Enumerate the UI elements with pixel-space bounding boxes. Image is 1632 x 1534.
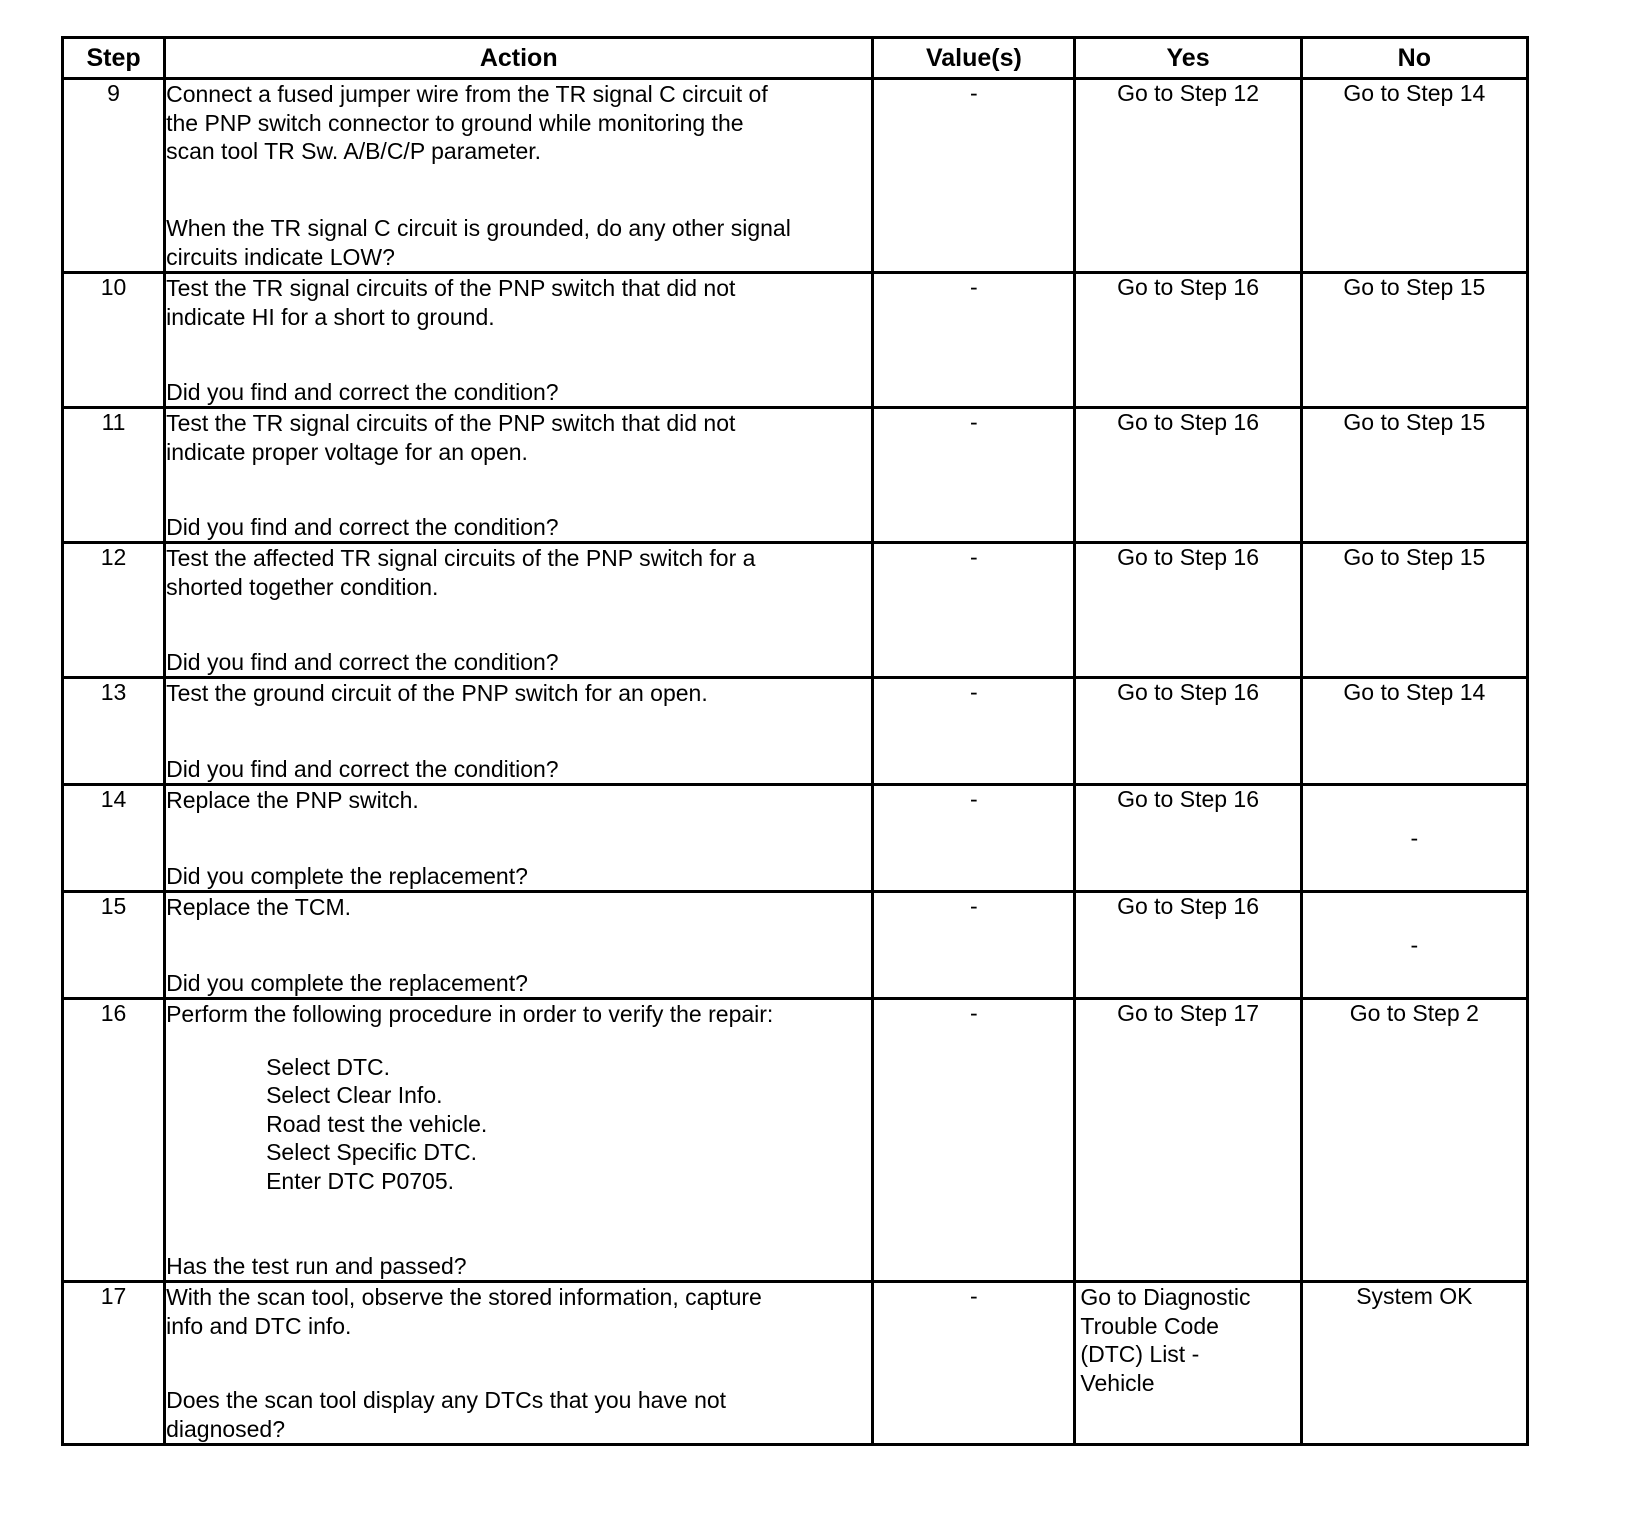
action-instruction [166, 80, 871, 166]
table-row [63, 79, 1528, 273]
action-cell [165, 892, 873, 999]
question-line: Did you find and correct the condition? [166, 648, 559, 675]
action-cell [165, 785, 873, 892]
action-instruction [166, 679, 871, 708]
action-cell [165, 1282, 873, 1445]
yes-cell: Go to Step 12 [1075, 79, 1301, 273]
action-question [166, 648, 871, 677]
action-content [166, 409, 871, 541]
no-cell: System OK [1301, 1282, 1527, 1445]
yes-line: Vehicle [1080, 1369, 1155, 1396]
header-no: No [1301, 38, 1527, 79]
step-number: 16 [63, 999, 165, 1282]
table-row [63, 543, 1528, 678]
action-question [166, 755, 871, 784]
action-line: Test the ground circuit of the PNP switch for an open. [166, 680, 708, 706]
action-cell [165, 79, 873, 273]
yes-cell: Go to Step 17 [1075, 999, 1301, 1282]
yes-line: Go to Diagnostic [1080, 1284, 1251, 1310]
procedure-item: Select Clear Info. [266, 1082, 443, 1108]
value-cell: - [873, 408, 1075, 543]
step-number: 9 [63, 79, 165, 273]
action-line: Test the affected TR signal circuits of the PNP switch for a [166, 545, 756, 571]
no-cell: Go to Step 2 [1301, 999, 1527, 1282]
question-line: Did you complete the replacement? [166, 969, 528, 996]
step-number: 12 [63, 543, 165, 678]
table-row [63, 999, 1528, 1282]
action-question [166, 1386, 871, 1443]
step-number: 15 [63, 892, 165, 999]
table-row [63, 1282, 1528, 1445]
step-number: 13 [63, 678, 165, 785]
action-line: Replace the TCM. [166, 894, 352, 920]
no-cell: Go to Step 14 [1301, 678, 1527, 785]
action-question [166, 513, 871, 542]
action-instruction [166, 1283, 871, 1340]
table-row [63, 678, 1528, 785]
action-instruction [166, 786, 871, 815]
question-line: Did you find and correct the condition? [166, 755, 559, 782]
action-cell [165, 543, 873, 678]
action-cell [165, 273, 873, 408]
diagnostic-table [61, 36, 1529, 1446]
action-instruction [166, 893, 871, 922]
no-cell: Go to Step 15 [1301, 408, 1527, 543]
value-cell: - [873, 543, 1075, 678]
table-body [63, 79, 1528, 1445]
header-row [63, 38, 1528, 79]
action-line: indicate proper voltage for an open. [166, 438, 528, 465]
value-cell: - [873, 273, 1075, 408]
action-question [166, 1252, 871, 1281]
action-cell [165, 999, 873, 1282]
action-line: scan tool TR Sw. A/B/C/P parameter. [166, 138, 542, 164]
procedure-item: Select Specific DTC. [266, 1139, 477, 1165]
action-instruction [166, 274, 871, 331]
action-line: the PNP switch connector to ground while monitoring the [166, 109, 744, 136]
table-row [63, 408, 1528, 543]
value-cell: - [873, 785, 1075, 892]
yes-cell: Go to Step 16 [1075, 785, 1301, 892]
header-action: Action [165, 38, 873, 79]
value-cell: - [873, 678, 1075, 785]
header-values: Value(s) [873, 38, 1075, 79]
question-line: Did you complete the replacement? [166, 862, 528, 889]
yes-line: (DTC) List - [1080, 1341, 1200, 1367]
value-cell: - [873, 892, 1075, 999]
step-number: 14 [63, 785, 165, 892]
value-cell: - [873, 1282, 1075, 1445]
action-cell [165, 678, 873, 785]
yes-cell: Go to Step 16 [1075, 892, 1301, 999]
action-line: info and DTC info. [166, 1312, 352, 1339]
yes-cell: Go to Step 16 [1075, 543, 1301, 678]
question-line: Did you find and correct the condition? [166, 378, 559, 405]
yes-cell [1075, 1282, 1301, 1445]
action-content [166, 80, 871, 271]
yes-cell: Go to Step 16 [1075, 408, 1301, 543]
yes-line: Trouble Code [1080, 1312, 1219, 1339]
value-cell: - [873, 79, 1075, 273]
question-line: diagnosed? [166, 1415, 286, 1442]
action-content [166, 1283, 871, 1443]
question-line: When the TR signal C circuit is grounded, do any other signal [166, 215, 791, 241]
action-instruction [166, 409, 871, 466]
action-cell [165, 408, 873, 543]
step-number: 10 [63, 273, 165, 408]
value-cell: - [873, 999, 1075, 1282]
action-question [166, 378, 871, 407]
action-line: Perform the following procedure in order to verify the repair: [166, 1001, 774, 1027]
procedure-item: Road test the vehicle. [266, 1110, 488, 1137]
action-content [166, 893, 871, 997]
action-line: shorted together condition. [166, 573, 439, 600]
yes-cell: Go to Step 16 [1075, 273, 1301, 408]
action-instruction [166, 1000, 871, 1029]
procedure-item: Select DTC. [266, 1053, 391, 1080]
action-line: indicate HI for a short to ground. [166, 303, 495, 330]
question-line: Has the test run and passed? [166, 1252, 467, 1279]
action-content [166, 544, 871, 676]
no-cell: - [1301, 892, 1527, 999]
action-question [166, 969, 871, 998]
no-cell: - [1301, 785, 1527, 892]
action-line: Connect a fused jumper wire from the TR signal C circuit of [166, 81, 768, 107]
question-line: Did you find and correct the condition? [166, 513, 559, 540]
table-row [63, 785, 1528, 892]
action-line: With the scan tool, observe the stored information, capture [166, 1284, 762, 1310]
question-line: Does the scan tool display any DTCs that you have not [166, 1387, 727, 1413]
action-content [166, 786, 871, 890]
procedure-list [266, 1053, 871, 1196]
no-cell: Go to Step 15 [1301, 273, 1527, 408]
step-number: 17 [63, 1282, 165, 1445]
question-line: circuits indicate LOW? [166, 243, 395, 270]
action-content [166, 274, 871, 406]
no-cell: Go to Step 15 [1301, 543, 1527, 678]
header-yes: Yes [1075, 38, 1301, 79]
action-content [166, 1000, 871, 1280]
table-row [63, 892, 1528, 999]
action-line: Test the TR signal circuits of the PNP switch that did not [166, 275, 736, 301]
action-content [166, 679, 871, 783]
action-line: Replace the PNP switch. [166, 787, 419, 813]
no-cell: Go to Step 14 [1301, 79, 1527, 273]
procedure-item: Enter DTC P0705. [266, 1167, 454, 1194]
yes-cell: Go to Step 16 [1075, 678, 1301, 785]
action-line: Test the TR signal circuits of the PNP switch that did not [166, 410, 736, 436]
header-step: Step [63, 38, 165, 79]
action-question [166, 862, 871, 891]
action-instruction [166, 544, 871, 601]
table-row [63, 273, 1528, 408]
step-number: 11 [63, 408, 165, 543]
action-question [166, 214, 871, 271]
